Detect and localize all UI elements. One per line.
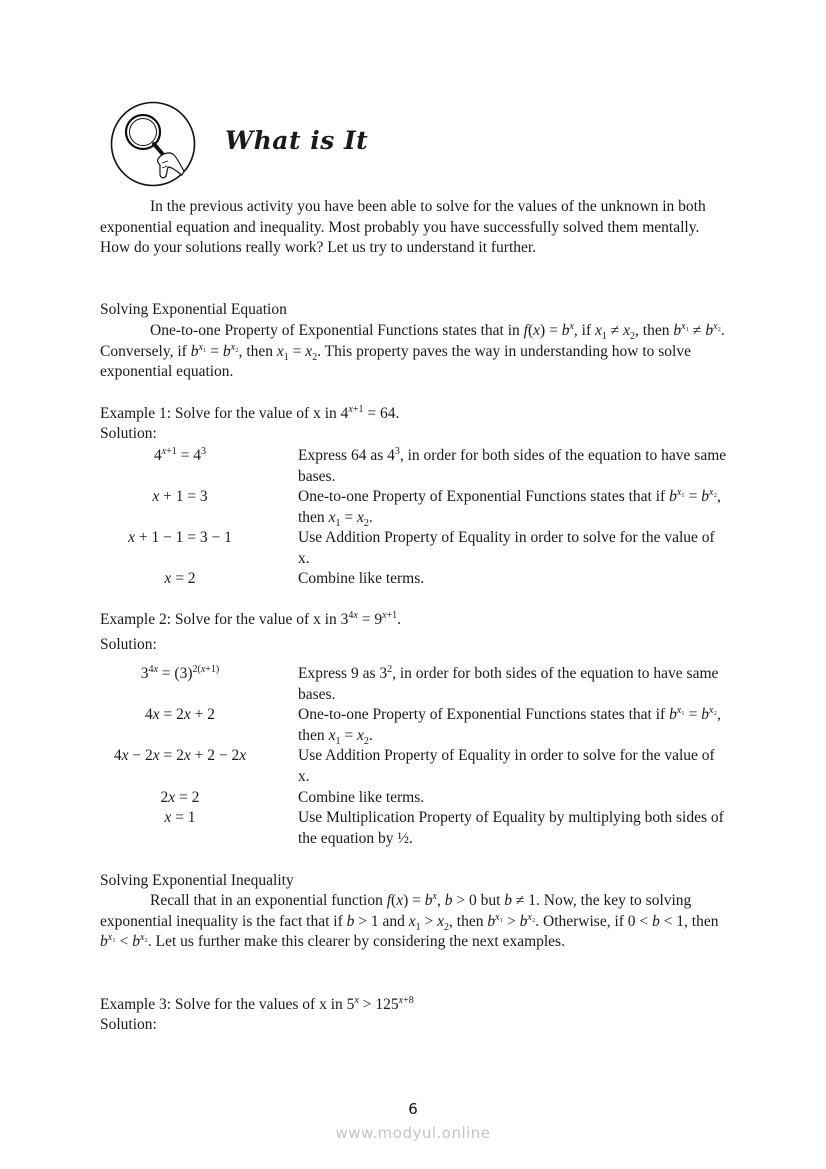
document-page: What is It In the previous activity you have been able to solve for the values of the unknown in both exponential equation and inequality. Most probably you have successfully solved them mentally. How do your solutions really work? Let us try to understand it further. Solving Exponential Equation One-to-one Property of Exponential Functions states that in $f(x) = b^x$, if $x_1 \ne x_2$, then $b^{x_1} \ne b^{x_2}$. Conversely, if $b^{x_1} = b^{x_2}$, then $x_1 = x_2$. This property paves the way in understanding how to solve exponential equation. Example 1: Solve for the value of x in $4^{x+1} = 64$. Solution: $4^{x+1} = 4^3$ Express 64 as $4^3$, in order for both sides of the equation to have same bases. x + 1 = 3 One-to-one Property of Exponential Functions states that if $b^{x_1} = b^{x_2}$, then $x_1 = x_2$. x + 1 − 1 = 3 − 1 Use Addition Property of Equality in order to solve for the value of x. x = 2 Combine like terms. Example 2: Solve for the value of x in $3^{4x} = 9^{x+1}$. Solution: $3^{4x} = (3)^{2(x+1)}$ Express 9 as $3^2$, in order for both sides of the equation to have same bases. 4x = 2x + 2 One-to-one Property of Exponential Functions states that if $b^{x_1} = b^{x_2}$, then $x_1 = x_2$. 4x − 2x = 2x + 2 − 2x Use Addition Property of Equality in order to solve for the value of x. 2x = 2 Combine like terms. x = 1 Use Multiplication Property of Equality by multiplying both sides of the equation by ½. Solving Exponential Inequality Recall that in an exponential function $f(x) = b^x$, b > 0 but b ≠ 1. Now, the key to solving exponential inequality is the fact that if b > 1 and $x_1 > x_2$, then $b^{x_1} > b^{x_2}$. Otherwise, if 0 < b < 1, then $b^{x_1} < b^{x_2}$. Let us further make this clearer by considering the next examples. Example 3: Solve for the values of x in $5^x > 125^{x+8}$ Solution: 6 www.modyul.online xyxy=(0,0,826,1169)
section-heading-inequality: Solving Exponential Inequality xyxy=(100,872,294,889)
inequality-paragraph: Recall that in an exponential function $f(x) = b^x$, b > 0 but b ≠ 1. Now, the key to solving exponential inequality is the fact that if b > 1 and $x_1 > x_2$, then $b^{x_1} > b^{x_2}$. Otherwise, if 0 < b < 1, then $b^{x_1} < b^{x_2}$. Let us further make this clearer by considering the next examples. xyxy=(100,890,719,951)
example-2-prompt: Example 2: Solve for the value of x in $3^{4x} = 9^{x+1}$. xyxy=(100,609,402,628)
magnifying-glass-in-hand-icon xyxy=(110,101,196,187)
example-1-prompt: Example 1: Solve for the value of x in $4^{x+1} = 64$. xyxy=(100,403,400,422)
section-heading-equation: Solving Exponential Equation xyxy=(100,301,287,318)
section-title: What is It xyxy=(225,126,369,155)
example-3-prompt: Example 3: Solve for the values of x in $5^x > 125^{x+8}$ xyxy=(100,994,414,1013)
intro-paragraph: In the previous activity you have been able to solve for the values of the unknown in both exponential equation and inequality. Most probably you have successfully solved them mentally. How do your solutions really work? Let us try to understand it further. xyxy=(100,198,706,257)
example-2-solution-label: Solution: xyxy=(100,636,157,653)
example-3-solution-label: Solution: xyxy=(100,1016,157,1033)
example-1-solution-label: Solution: xyxy=(100,425,157,442)
page-number: 6 xyxy=(408,1100,418,1118)
watermark: www.modyul.online xyxy=(335,1124,491,1142)
one-to-one-property-paragraph: One-to-one Property of Exponential Functions states that in $f(x) = b^x$, if $x_1 \ne x_2$, then $b^{x_1} \ne b^{x_2}$. Conversely, if $b^{x_1} = b^{x_2}$, then $x_1 = x_2$. This property paves the way in understanding how to solve exponential equation. xyxy=(100,320,725,381)
